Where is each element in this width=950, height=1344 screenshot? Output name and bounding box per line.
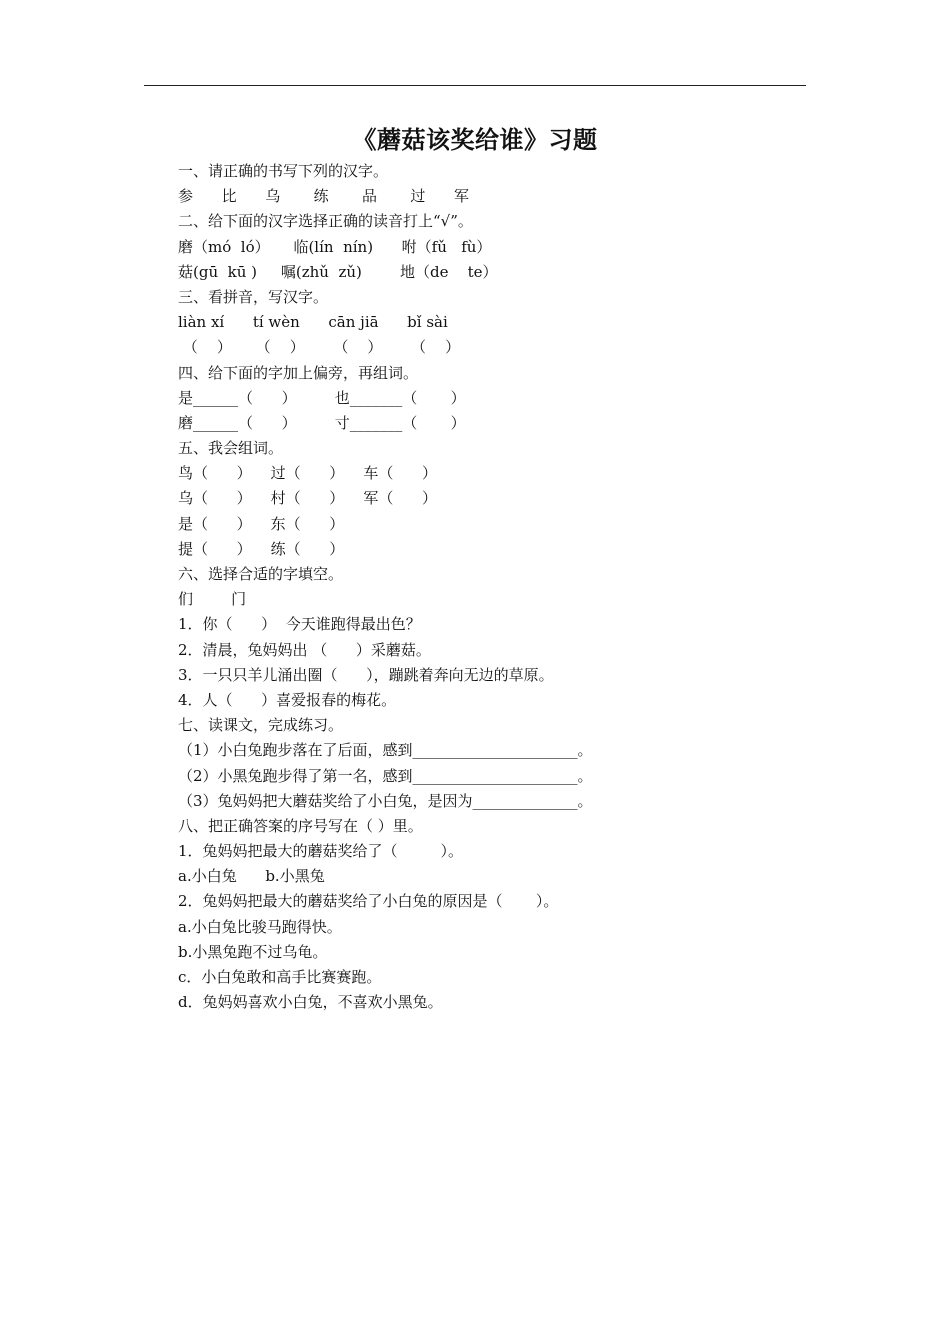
reading-question: （2）小黑兔跑步得了第一名，感到______________________。 [178,766,593,785]
word-group-row: 乌（ ） 村（ ） 军（ ） [178,489,437,508]
question: 1．兔妈妈把最大的蘑菇奖给了（ ）。 [178,842,463,861]
word-group-row: 提（ ） 练（ ） [178,539,345,558]
section-heading: 八、把正确答案的序号写在（ ）里。 [178,816,423,835]
answer-blanks-row: （ ） （ ） （ ） （ ） [178,338,461,357]
fill-in-sentence: 1．你（ ） 今天谁跑得最出色？ [178,615,421,634]
answer-option: b.小黑兔跑不过乌龟。 [178,942,328,961]
section-heading: 一、请正确的书写下列的汉字。 [178,162,389,180]
reading-question: （3）兔妈妈把大蘑菇奖给了小白兔，是因为______________。 [178,791,593,810]
reading-question: （1）小白兔跑步落在了后面，感到______________________。 [178,741,593,760]
section-heading: 二、给下面的汉字选择正确的读音打上“√”。 [178,212,473,231]
answer-options: a.小白兔 b.小黑兔 [178,867,325,886]
pinyin-row: liàn xí tí wèn cān jiā bǐ sài [178,313,448,332]
section-heading: 七、读课文，完成练习。 [178,716,344,735]
pronunciation-row: 磨（mó ló） 临(lín nín) 咐（fǔ fù） [178,237,492,256]
answer-option: d．兔妈妈喜欢小白兔，不喜欢小黑兔。 [178,993,443,1012]
pronunciation-row: 菇(gū kū ) 嘱(zhǔ zǔ) 地（de te） [178,262,498,281]
word-group-row: 是（ ） 东（ ） [178,514,345,533]
section-heading: 四、给下面的字加上偏旁，再组词。 [178,363,419,382]
radical-row: 是______（ ） 也_______（ ） [178,388,466,407]
word-group-row: 鸟（ ） 过（ ） 车（ ） [178,464,437,483]
section-heading: 六、选择合适的字填空。 [178,565,344,583]
answer-option: a.小白兔比骏马跑得快。 [178,917,342,936]
choice-characters: 们 门 [178,590,247,609]
character-list: 参 比 乌 练 品 过 军 [178,187,469,206]
fill-in-sentence: 2．清晨，兔妈妈出 （ ）采蘑菇。 [178,640,431,659]
radical-row: 磨______（ ） 寸_______（ ） [178,413,466,432]
exercise-body [178,159,818,1015]
section-heading: 五、我会组词。 [178,439,284,458]
page-title: 《蘑菇该奖给谁》习题 [352,125,598,154]
section-heading: 三、看拼音，写汉字。 [178,287,329,306]
question: 2．兔妈妈把最大的蘑菇奖给了小白兔的原因是（ ）。 [178,892,559,911]
fill-in-sentence: 4．人（ ）喜爱报春的梅花。 [178,690,397,709]
fill-in-sentence: 3．一只只羊儿涌出圈（ ），蹦跳着奔向无边的草原。 [178,665,554,684]
header-rule [144,85,806,86]
answer-option: c．小白兔敢和高手比赛赛跑。 [178,968,382,986]
